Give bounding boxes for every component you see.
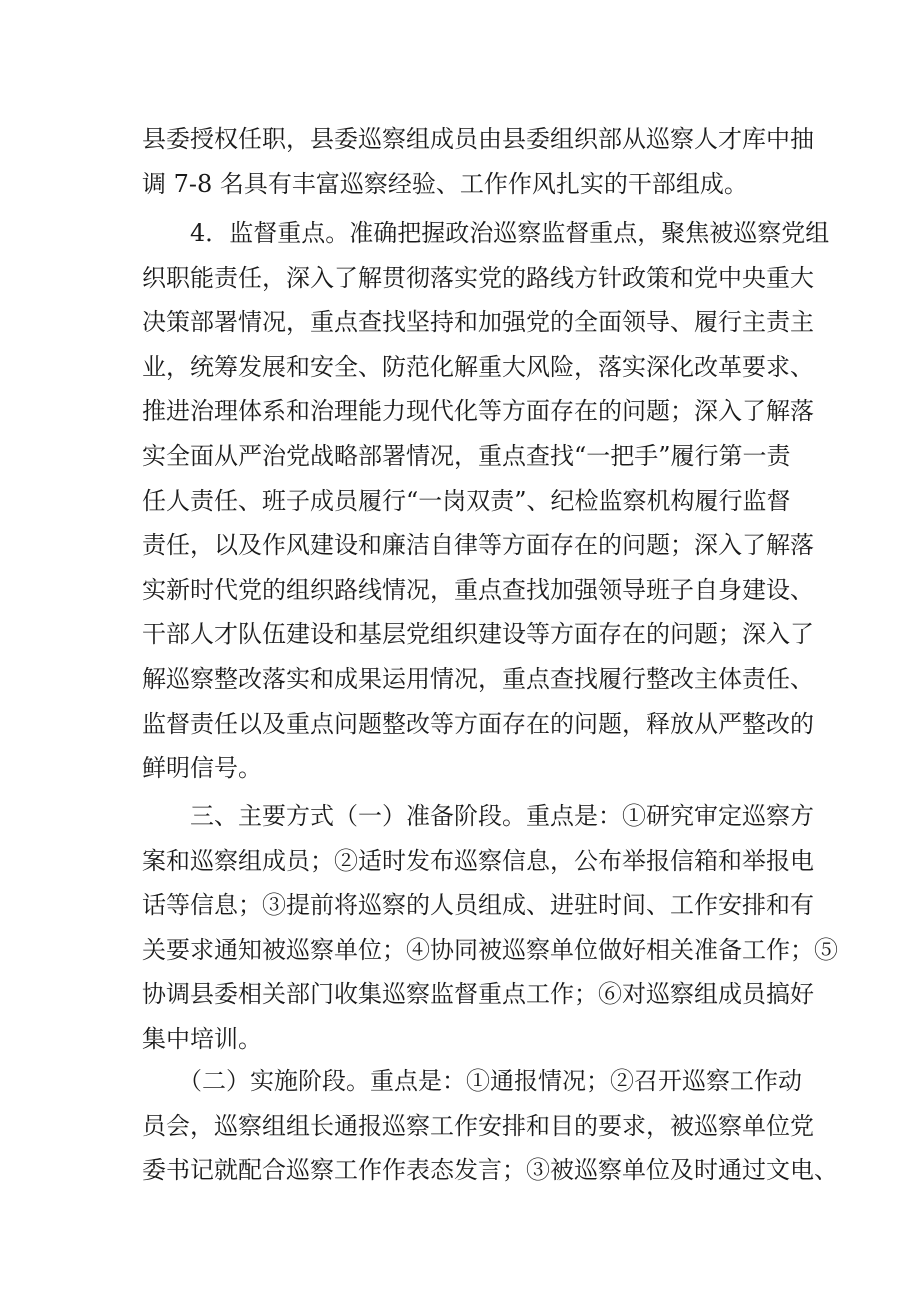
- text-line: 关要求通知被巡察单位；④协同被巡察单位做好相关准备工作；⑤: [142, 935, 838, 964]
- text-line: 委书记就配合巡察工作作表态发言；③被巡察单位及时通过文电、: [142, 1156, 838, 1185]
- text-line: 4．监督重点。准确把握政治巡察监督重点，聚焦被巡察党组: [142, 219, 830, 247]
- text-line: 三、主要方式（一）准备阶段。重点是：①研究审定巡察方: [142, 802, 814, 830]
- text-line: 业，统筹发展和安全、防范化解重大风险，落实深化改革要求、: [142, 352, 814, 381]
- text-line: 员会，巡察组组长通报巡察工作安排和目的要求，被巡察单位党: [142, 1111, 814, 1140]
- text-line: 调 7-8 名具有丰富巡察经验、工作作风扎实的干部组成。: [142, 169, 748, 198]
- text-line: 县委授权任职，县委巡察组成员由县委组织部从巡察人才库中抽: [142, 125, 814, 153]
- text-line: 协调县委相关部门收集巡察监督重点工作；⑥对巡察组成员搞好: [142, 980, 814, 1009]
- text-line: 解巡察整改落实和成果运用情况，重点查找履行整改主体责任、: [142, 664, 814, 693]
- text-line: 实新时代党的组织路线情况，重点查找加强领导班子自身建设、: [142, 575, 814, 604]
- text-line: 织职能责任，深入了解贯彻落实党的路线方针政策和党中央重大: [142, 263, 814, 292]
- text-line: 推进治理体系和治理能力现代化等方面存在的问题；深入了解落: [142, 397, 814, 426]
- text-line: 监督责任以及重点问题整改等方面存在的问题，释放从严整改的: [142, 709, 814, 738]
- paragraph-supervision-focus: [142, 211, 830, 791]
- text-line: 集中培训。: [142, 1024, 262, 1053]
- paragraph-implementation-stage: [142, 1059, 838, 1193]
- text-line: 干部人才队伍建设和基层党组织建设等方面存在的问题；深入了: [142, 620, 814, 649]
- text-line: 话等信息；③提前将巡察的人员组成、进驻时间、工作安排和有: [142, 891, 814, 920]
- text-line: 实全面从严治党战略部署情况，重点查找“一把手”履行第一责: [142, 441, 791, 470]
- text-line: 决策部署情况，重点查找坚持和加强党的全面领导、履行主责主: [142, 308, 814, 337]
- text-line: （二）实施阶段。重点是：①通报情况；②召开巡察工作动: [142, 1067, 802, 1095]
- paragraph-preparation-stage: [142, 794, 838, 1062]
- paragraph-continuation: [142, 117, 814, 206]
- text-line: 责任，以及作风建设和廉洁自律等方面存在的问题；深入了解落: [142, 531, 814, 560]
- text-line: 任人责任、班子成员履行“一岗双责”、纪检监察机构履行监督: [142, 486, 791, 515]
- text-line: 案和巡察组成员；②适时发布巡察信息，公布举报信箱和举报电: [142, 846, 814, 875]
- text-line: 鲜明信号。: [142, 754, 262, 783]
